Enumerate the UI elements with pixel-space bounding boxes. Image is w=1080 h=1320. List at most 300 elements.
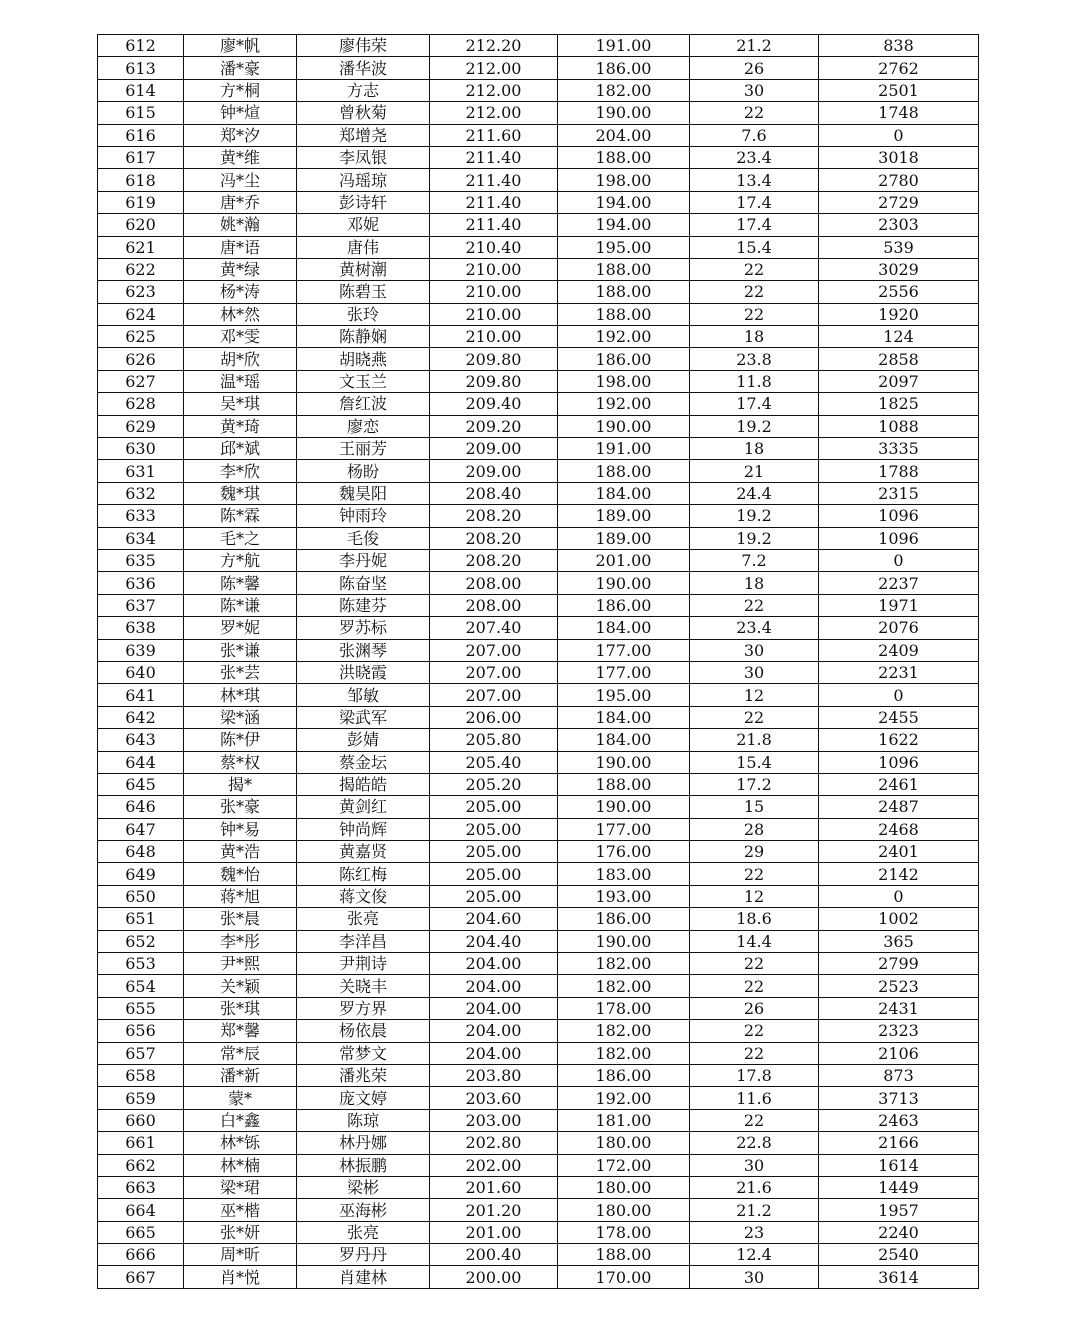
student-name-cell: 尹*熙 — [184, 953, 297, 975]
base-score-cell: 204.00 — [558, 124, 690, 146]
bonus-score-cell: 22 — [690, 863, 819, 885]
student-name-cell: 梁*珺 — [184, 1176, 297, 1198]
total-score-cell: 202.80 — [430, 1132, 558, 1154]
code-cell: 2240 — [819, 1221, 979, 1243]
student-name-cell: 蒙* — [184, 1087, 297, 1109]
rank-cell: 632 — [98, 482, 184, 504]
guardian-name-cell: 罗苏标 — [297, 617, 430, 639]
code-cell: 1957 — [819, 1199, 979, 1221]
base-score-cell: 178.00 — [558, 997, 690, 1019]
table-row — [98, 438, 979, 460]
bonus-score-cell: 29 — [690, 841, 819, 863]
table-row — [98, 505, 979, 527]
bonus-score-cell: 23.8 — [690, 348, 819, 370]
code-cell: 3018 — [819, 146, 979, 168]
bonus-score-cell: 22.8 — [690, 1132, 819, 1154]
bonus-score-cell: 22 — [690, 953, 819, 975]
base-score-cell: 186.00 — [558, 908, 690, 930]
guardian-name-cell: 张亮 — [297, 1221, 430, 1243]
bonus-score-cell: 11.8 — [690, 370, 819, 392]
rank-cell: 620 — [98, 214, 184, 236]
base-score-cell: 180.00 — [558, 1199, 690, 1221]
total-score-cell: 211.40 — [430, 191, 558, 213]
student-name-cell: 罗*妮 — [184, 617, 297, 639]
student-name-cell: 张*妍 — [184, 1221, 297, 1243]
base-score-cell: 178.00 — [558, 1221, 690, 1243]
bonus-score-cell: 19.2 — [690, 527, 819, 549]
table-row — [98, 953, 979, 975]
bonus-score-cell: 22 — [690, 975, 819, 997]
table-row — [98, 214, 979, 236]
total-score-cell: 204.00 — [430, 1020, 558, 1042]
rank-cell: 612 — [98, 35, 184, 57]
table-row — [98, 1244, 979, 1266]
table-row — [98, 79, 979, 101]
guardian-name-cell: 蒋文俊 — [297, 885, 430, 907]
table-row — [98, 1176, 979, 1198]
bonus-score-cell: 24.4 — [690, 482, 819, 504]
table-row — [98, 661, 979, 683]
base-score-cell: 198.00 — [558, 370, 690, 392]
guardian-name-cell: 唐伟 — [297, 236, 430, 258]
total-score-cell: 212.20 — [430, 35, 558, 57]
base-score-cell: 188.00 — [558, 773, 690, 795]
table-row — [98, 482, 979, 504]
code-cell: 0 — [819, 684, 979, 706]
total-score-cell: 210.00 — [430, 258, 558, 280]
base-score-cell: 182.00 — [558, 79, 690, 101]
code-cell: 124 — [819, 326, 979, 348]
rank-cell: 650 — [98, 885, 184, 907]
total-score-cell: 203.80 — [430, 1064, 558, 1086]
base-score-cell: 182.00 — [558, 975, 690, 997]
total-score-cell: 208.20 — [430, 549, 558, 571]
code-cell: 2468 — [819, 818, 979, 840]
code-cell: 2556 — [819, 281, 979, 303]
rank-cell: 660 — [98, 1109, 184, 1131]
code-cell: 838 — [819, 35, 979, 57]
table-row — [98, 997, 979, 1019]
base-score-cell: 177.00 — [558, 818, 690, 840]
guardian-name-cell: 彭婧 — [297, 729, 430, 751]
bonus-score-cell: 30 — [690, 1154, 819, 1176]
guardian-name-cell: 李凤银 — [297, 146, 430, 168]
rank-cell: 624 — [98, 303, 184, 325]
student-name-cell: 杨*涛 — [184, 281, 297, 303]
guardian-name-cell: 关晓丰 — [297, 975, 430, 997]
base-score-cell: 198.00 — [558, 169, 690, 191]
rank-cell: 667 — [98, 1266, 184, 1288]
code-cell: 2523 — [819, 975, 979, 997]
table-row — [98, 35, 979, 57]
bonus-score-cell: 15.4 — [690, 236, 819, 258]
base-score-cell: 180.00 — [558, 1176, 690, 1198]
guardian-name-cell: 洪晓霞 — [297, 661, 430, 683]
rank-cell: 637 — [98, 594, 184, 616]
bonus-score-cell: 12.4 — [690, 1244, 819, 1266]
code-cell: 2487 — [819, 796, 979, 818]
student-name-cell: 常*辰 — [184, 1042, 297, 1064]
guardian-name-cell: 陈碧玉 — [297, 281, 430, 303]
table-row — [98, 549, 979, 571]
base-score-cell: 176.00 — [558, 841, 690, 863]
bonus-score-cell: 22 — [690, 303, 819, 325]
guardian-name-cell: 潘华波 — [297, 57, 430, 79]
table-row — [98, 863, 979, 885]
student-name-cell: 潘*豪 — [184, 57, 297, 79]
code-cell: 1971 — [819, 594, 979, 616]
base-score-cell: 190.00 — [558, 415, 690, 437]
bonus-score-cell: 11.6 — [690, 1087, 819, 1109]
student-name-cell: 张*豪 — [184, 796, 297, 818]
guardian-name-cell: 彭诗轩 — [297, 191, 430, 213]
total-score-cell: 205.00 — [430, 885, 558, 907]
table-row — [98, 1154, 979, 1176]
rank-cell: 661 — [98, 1132, 184, 1154]
student-name-cell: 方*桐 — [184, 79, 297, 101]
total-score-cell: 205.20 — [430, 773, 558, 795]
total-score-cell: 201.00 — [430, 1221, 558, 1243]
table-row — [98, 818, 979, 840]
table-row — [98, 1020, 979, 1042]
total-score-cell: 207.00 — [430, 639, 558, 661]
student-name-cell: 陈*谦 — [184, 594, 297, 616]
student-name-cell: 钟*易 — [184, 818, 297, 840]
bonus-score-cell: 22 — [690, 258, 819, 280]
bonus-score-cell: 22 — [690, 706, 819, 728]
bonus-score-cell: 17.4 — [690, 393, 819, 415]
total-score-cell: 205.40 — [430, 751, 558, 773]
bonus-score-cell: 17.8 — [690, 1064, 819, 1086]
student-name-cell: 胡*欣 — [184, 348, 297, 370]
total-score-cell: 211.40 — [430, 146, 558, 168]
student-name-cell: 黄*琦 — [184, 415, 297, 437]
rank-cell: 662 — [98, 1154, 184, 1176]
guardian-name-cell: 陈琼 — [297, 1109, 430, 1131]
guardian-name-cell: 张玲 — [297, 303, 430, 325]
student-name-cell: 吴*琪 — [184, 393, 297, 415]
guardian-name-cell: 杨盼 — [297, 460, 430, 482]
code-cell: 2858 — [819, 348, 979, 370]
table-row — [98, 281, 979, 303]
total-score-cell: 204.00 — [430, 975, 558, 997]
guardian-name-cell: 常梦文 — [297, 1042, 430, 1064]
code-cell: 365 — [819, 930, 979, 952]
guardian-name-cell: 廖恋 — [297, 415, 430, 437]
code-cell: 2540 — [819, 1244, 979, 1266]
total-score-cell: 205.00 — [430, 841, 558, 863]
table-row — [98, 841, 979, 863]
base-score-cell: 184.00 — [558, 617, 690, 639]
student-name-cell: 黄*维 — [184, 146, 297, 168]
total-score-cell: 205.00 — [430, 863, 558, 885]
total-score-cell: 208.00 — [430, 572, 558, 594]
bonus-score-cell: 22 — [690, 102, 819, 124]
base-score-cell: 186.00 — [558, 57, 690, 79]
code-cell: 1920 — [819, 303, 979, 325]
bonus-score-cell: 23 — [690, 1221, 819, 1243]
code-cell: 0 — [819, 885, 979, 907]
base-score-cell: 184.00 — [558, 706, 690, 728]
bonus-score-cell: 15 — [690, 796, 819, 818]
rank-cell: 631 — [98, 460, 184, 482]
student-name-cell: 肖*悦 — [184, 1266, 297, 1288]
student-name-cell: 郑*馨 — [184, 1020, 297, 1042]
code-cell: 1002 — [819, 908, 979, 930]
guardian-name-cell: 尹荆诗 — [297, 953, 430, 975]
guardian-name-cell: 钟雨玲 — [297, 505, 430, 527]
rank-cell: 665 — [98, 1221, 184, 1243]
total-score-cell: 201.20 — [430, 1199, 558, 1221]
table-row — [98, 908, 979, 930]
total-score-cell: 209.80 — [430, 370, 558, 392]
code-cell: 3713 — [819, 1087, 979, 1109]
score-table-page — [97, 34, 979, 1289]
code-cell: 2729 — [819, 191, 979, 213]
guardian-name-cell: 黄剑红 — [297, 796, 430, 818]
table-row — [98, 57, 979, 79]
total-score-cell: 204.00 — [430, 953, 558, 975]
total-score-cell: 207.00 — [430, 661, 558, 683]
code-cell: 1088 — [819, 415, 979, 437]
base-score-cell: 182.00 — [558, 953, 690, 975]
student-name-cell: 钟*煊 — [184, 102, 297, 124]
base-score-cell: 177.00 — [558, 639, 690, 661]
student-name-cell: 蒋*旭 — [184, 885, 297, 907]
rank-cell: 657 — [98, 1042, 184, 1064]
total-score-cell: 204.40 — [430, 930, 558, 952]
bonus-score-cell: 19.2 — [690, 505, 819, 527]
code-cell: 0 — [819, 549, 979, 571]
base-score-cell: 182.00 — [558, 1042, 690, 1064]
code-cell: 2455 — [819, 706, 979, 728]
guardian-name-cell: 黄树潮 — [297, 258, 430, 280]
guardian-name-cell: 肖建林 — [297, 1266, 430, 1288]
bonus-score-cell: 30 — [690, 1266, 819, 1288]
rank-cell: 636 — [98, 572, 184, 594]
total-score-cell: 211.40 — [430, 169, 558, 191]
bonus-score-cell: 22 — [690, 1109, 819, 1131]
base-score-cell: 190.00 — [558, 572, 690, 594]
code-cell: 2231 — [819, 661, 979, 683]
base-score-cell: 181.00 — [558, 1109, 690, 1131]
guardian-name-cell: 蔡金坛 — [297, 751, 430, 773]
code-cell: 2799 — [819, 953, 979, 975]
total-score-cell: 212.00 — [430, 57, 558, 79]
base-score-cell: 188.00 — [558, 258, 690, 280]
guardian-name-cell: 李丹妮 — [297, 549, 430, 571]
total-score-cell: 204.00 — [430, 997, 558, 1019]
table-row — [98, 460, 979, 482]
table-row — [98, 639, 979, 661]
rank-cell: 658 — [98, 1064, 184, 1086]
code-cell: 3614 — [819, 1266, 979, 1288]
table-row — [98, 684, 979, 706]
total-score-cell: 204.00 — [430, 1042, 558, 1064]
rank-cell: 616 — [98, 124, 184, 146]
student-name-cell: 林*楠 — [184, 1154, 297, 1176]
rank-cell: 614 — [98, 79, 184, 101]
rank-cell: 615 — [98, 102, 184, 124]
guardian-name-cell: 陈奋坚 — [297, 572, 430, 594]
rank-cell: 663 — [98, 1176, 184, 1198]
rank-cell: 648 — [98, 841, 184, 863]
guardian-name-cell: 胡晓燕 — [297, 348, 430, 370]
student-name-cell: 潘*新 — [184, 1064, 297, 1086]
total-score-cell: 208.20 — [430, 505, 558, 527]
student-name-cell: 李*欣 — [184, 460, 297, 482]
base-score-cell: 190.00 — [558, 102, 690, 124]
guardian-name-cell: 杨依晨 — [297, 1020, 430, 1042]
rank-cell: 641 — [98, 684, 184, 706]
code-cell: 2315 — [819, 482, 979, 504]
bonus-score-cell: 7.6 — [690, 124, 819, 146]
bonus-score-cell: 22 — [690, 1042, 819, 1064]
base-score-cell: 195.00 — [558, 684, 690, 706]
guardian-name-cell: 魏昊阳 — [297, 482, 430, 504]
code-cell: 2409 — [819, 639, 979, 661]
bonus-score-cell: 19.2 — [690, 415, 819, 437]
base-score-cell: 190.00 — [558, 751, 690, 773]
student-name-cell: 蔡*权 — [184, 751, 297, 773]
total-score-cell: 208.40 — [430, 482, 558, 504]
table-row — [98, 258, 979, 280]
rank-cell: 640 — [98, 661, 184, 683]
total-score-cell: 204.60 — [430, 908, 558, 930]
bonus-score-cell: 21.2 — [690, 1199, 819, 1221]
bonus-score-cell: 17.2 — [690, 773, 819, 795]
guardian-name-cell: 文玉兰 — [297, 370, 430, 392]
bonus-score-cell: 22 — [690, 594, 819, 616]
table-row — [98, 415, 979, 437]
student-name-cell: 毛*之 — [184, 527, 297, 549]
guardian-name-cell: 李洋昌 — [297, 930, 430, 952]
student-name-cell: 张*晨 — [184, 908, 297, 930]
guardian-name-cell: 方志 — [297, 79, 430, 101]
guardian-name-cell: 林振鹏 — [297, 1154, 430, 1176]
bonus-score-cell: 22 — [690, 281, 819, 303]
base-score-cell: 182.00 — [558, 1020, 690, 1042]
rank-cell: 642 — [98, 706, 184, 728]
guardian-name-cell: 庞文婷 — [297, 1087, 430, 1109]
total-score-cell: 203.00 — [430, 1109, 558, 1131]
base-score-cell: 186.00 — [558, 1064, 690, 1086]
guardian-name-cell: 王丽芳 — [297, 438, 430, 460]
base-score-cell: 170.00 — [558, 1266, 690, 1288]
bonus-score-cell: 21.6 — [690, 1176, 819, 1198]
guardian-name-cell: 毛俊 — [297, 527, 430, 549]
guardian-name-cell: 梁武军 — [297, 706, 430, 728]
total-score-cell: 203.60 — [430, 1087, 558, 1109]
student-name-cell: 揭* — [184, 773, 297, 795]
rank-cell: 633 — [98, 505, 184, 527]
base-score-cell: 190.00 — [558, 930, 690, 952]
code-cell: 1096 — [819, 505, 979, 527]
table-row — [98, 885, 979, 907]
base-score-cell: 201.00 — [558, 549, 690, 571]
total-score-cell: 211.60 — [430, 124, 558, 146]
total-score-cell: 209.00 — [430, 460, 558, 482]
student-name-cell: 黄*绿 — [184, 258, 297, 280]
bonus-score-cell: 17.4 — [690, 214, 819, 236]
total-score-cell: 207.00 — [430, 684, 558, 706]
rank-cell: 664 — [98, 1199, 184, 1221]
student-name-cell: 林*铄 — [184, 1132, 297, 1154]
score-table — [97, 34, 979, 1289]
base-score-cell: 189.00 — [558, 527, 690, 549]
base-score-cell: 189.00 — [558, 505, 690, 527]
code-cell: 3029 — [819, 258, 979, 280]
student-name-cell: 郑*汐 — [184, 124, 297, 146]
table-row — [98, 393, 979, 415]
student-name-cell: 陈*霖 — [184, 505, 297, 527]
student-name-cell: 林*琪 — [184, 684, 297, 706]
base-score-cell: 184.00 — [558, 729, 690, 751]
code-cell: 2780 — [819, 169, 979, 191]
guardian-name-cell: 张渊琴 — [297, 639, 430, 661]
table-row — [98, 1109, 979, 1131]
code-cell: 2461 — [819, 773, 979, 795]
student-name-cell: 魏*怡 — [184, 863, 297, 885]
bonus-score-cell: 23.4 — [690, 617, 819, 639]
code-cell: 1825 — [819, 393, 979, 415]
rank-cell: 621 — [98, 236, 184, 258]
rank-cell: 634 — [98, 527, 184, 549]
score-table-body — [98, 35, 979, 1289]
code-cell: 0 — [819, 124, 979, 146]
code-cell: 2323 — [819, 1020, 979, 1042]
base-score-cell: 191.00 — [558, 438, 690, 460]
base-score-cell: 188.00 — [558, 146, 690, 168]
rank-cell: 626 — [98, 348, 184, 370]
table-row — [98, 796, 979, 818]
bonus-score-cell: 15.4 — [690, 751, 819, 773]
base-score-cell: 192.00 — [558, 393, 690, 415]
table-row — [98, 1064, 979, 1086]
student-name-cell: 冯*尘 — [184, 169, 297, 191]
table-row — [98, 975, 979, 997]
total-score-cell: 209.20 — [430, 415, 558, 437]
base-score-cell: 192.00 — [558, 1087, 690, 1109]
bonus-score-cell: 30 — [690, 639, 819, 661]
code-cell: 2303 — [819, 214, 979, 236]
rank-cell: 635 — [98, 549, 184, 571]
total-score-cell: 205.00 — [430, 818, 558, 840]
bonus-score-cell: 30 — [690, 79, 819, 101]
rank-cell: 625 — [98, 326, 184, 348]
code-cell: 1748 — [819, 102, 979, 124]
base-score-cell: 188.00 — [558, 303, 690, 325]
rank-cell: 628 — [98, 393, 184, 415]
guardian-name-cell: 潘兆荣 — [297, 1064, 430, 1086]
rank-cell: 653 — [98, 953, 184, 975]
total-score-cell: 210.00 — [430, 281, 558, 303]
total-score-cell: 208.20 — [430, 527, 558, 549]
total-score-cell: 208.00 — [430, 594, 558, 616]
total-score-cell: 205.80 — [430, 729, 558, 751]
rank-cell: 638 — [98, 617, 184, 639]
table-row — [98, 370, 979, 392]
total-score-cell: 211.40 — [430, 214, 558, 236]
table-row — [98, 729, 979, 751]
bonus-score-cell: 12 — [690, 684, 819, 706]
guardian-name-cell: 林丹娜 — [297, 1132, 430, 1154]
student-name-cell: 魏*琪 — [184, 482, 297, 504]
student-name-cell: 林*然 — [184, 303, 297, 325]
guardian-name-cell: 邓妮 — [297, 214, 430, 236]
bonus-score-cell: 14.4 — [690, 930, 819, 952]
bonus-score-cell: 13.4 — [690, 169, 819, 191]
